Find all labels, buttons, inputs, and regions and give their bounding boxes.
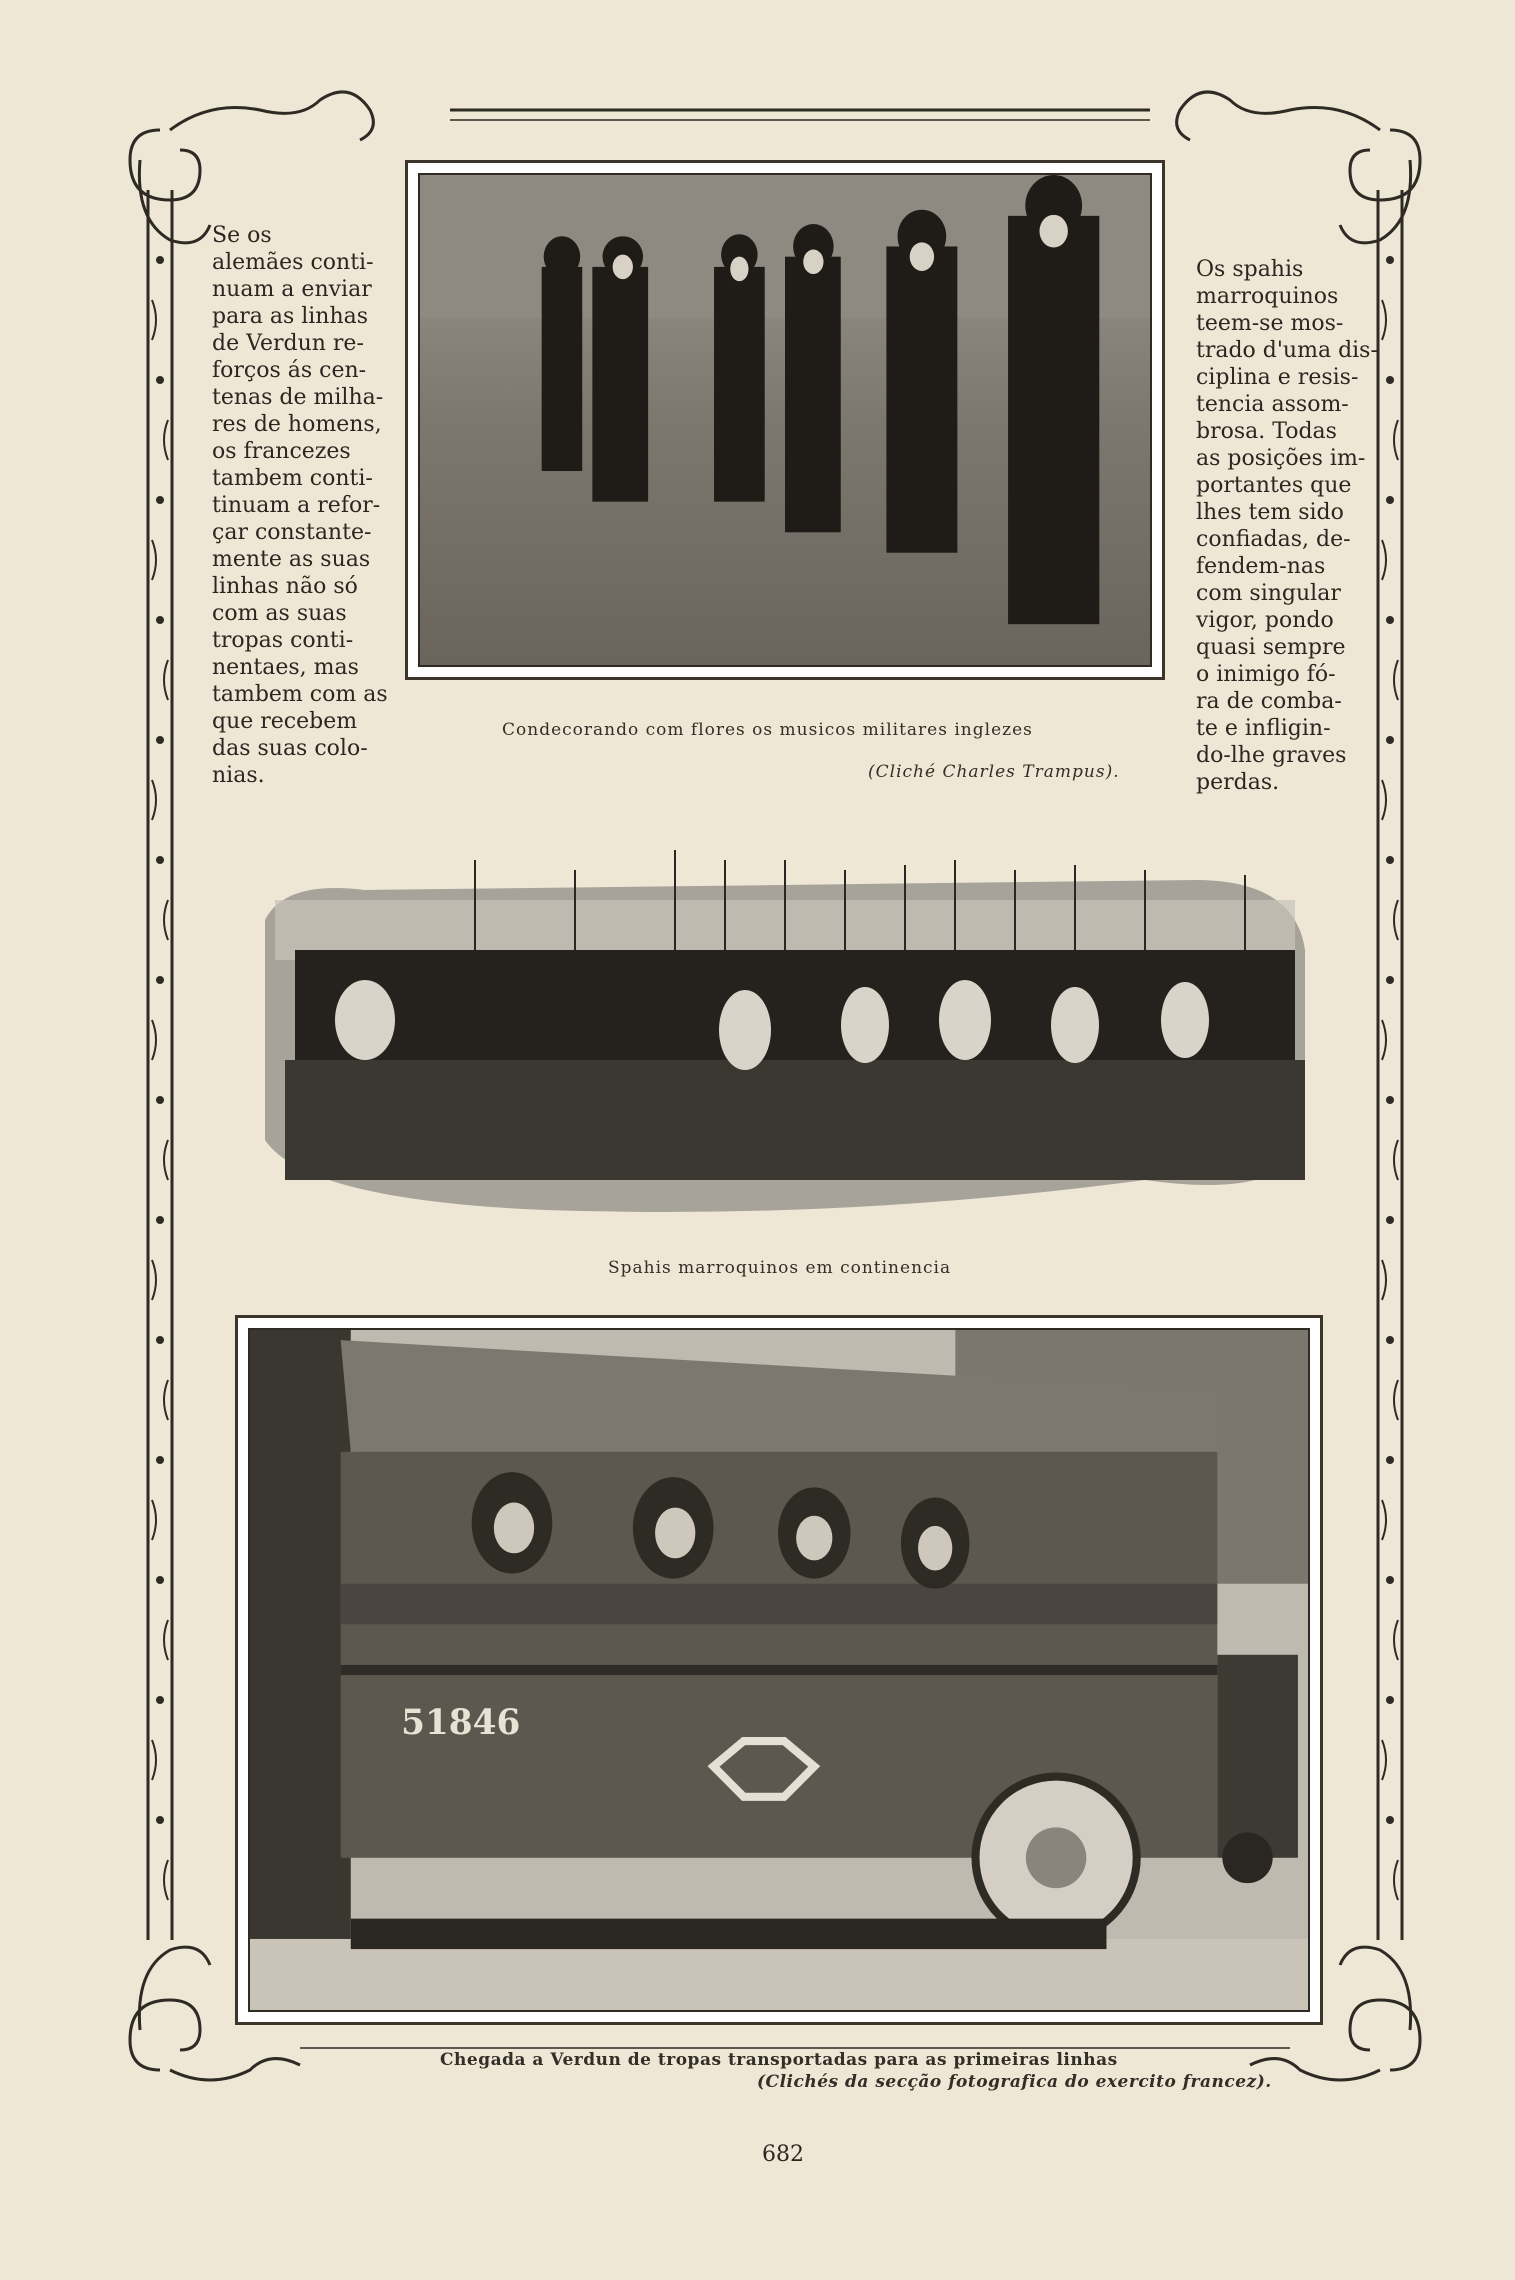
right-line: marroquinos — [1196, 284, 1339, 309]
right-line: do-lhe graves — [1196, 743, 1347, 768]
page-number: 682 — [762, 2142, 804, 2167]
photo3-credit: (Clichés da secção fotografica do exercito francez). — [757, 2072, 1272, 2092]
left-line: tambem com as — [212, 682, 388, 707]
left-line: linhas não só — [212, 574, 358, 599]
left-line: mente as suas — [212, 547, 371, 572]
right-line: portantes que — [1196, 473, 1352, 498]
right-line: brosa. Todas — [1196, 419, 1337, 444]
right-line: as posições im- — [1196, 446, 1366, 471]
photo-cavalry — [245, 840, 1315, 1220]
right-line: te e infligin- — [1196, 716, 1331, 741]
right-line: tencia assom- — [1196, 392, 1349, 417]
left-line: tambem conti- — [212, 466, 373, 491]
left-line: os francezes — [212, 439, 351, 464]
left-line: tropas conti- — [212, 628, 354, 653]
left-line: das suas colo- — [212, 736, 368, 761]
right-line: ciplina e resis- — [1196, 365, 1359, 390]
left-line: de Verdun re- — [212, 331, 364, 356]
right-line: Os spahis — [1196, 257, 1304, 282]
photo1-credit: (Cliché Charles Trampus). — [868, 762, 1120, 782]
photo-truck — [235, 1315, 1323, 2025]
photo-musicians — [405, 160, 1165, 680]
musicians-image — [420, 175, 1150, 665]
right-line: trado d'uma dis- — [1196, 338, 1378, 363]
right-line: o inimigo fó- — [1196, 662, 1336, 687]
left-line: nuam a enviar — [212, 277, 372, 302]
left-line: alemães conti- — [212, 250, 374, 275]
truck-number: 51846 — [401, 1702, 521, 1743]
left-line: Se os — [212, 223, 272, 248]
truck-image — [250, 1330, 1308, 2010]
left-line: res de homens, — [212, 412, 382, 437]
right-line: com singular — [1196, 581, 1341, 606]
right-line: fendem-nas — [1196, 554, 1326, 579]
photo3-caption: Chegada a Verdun de tropas transportadas para as primeiras linhas — [440, 2050, 1118, 2070]
left-line: forços ás cen- — [212, 358, 367, 383]
right-line: lhes tem sido — [1196, 500, 1344, 525]
right-column-text — [1196, 256, 1378, 796]
photo2-caption: Spahis marroquinos em continencia — [608, 1258, 952, 1278]
right-line: perdas. — [1196, 770, 1280, 795]
left-column-text — [212, 222, 388, 789]
right-line: ra de comba- — [1196, 689, 1342, 714]
right-line: quasi sempre — [1196, 635, 1346, 660]
left-line: çar constante- — [212, 520, 372, 545]
photo1-caption: Condecorando com flores os musicos militares inglezes — [502, 720, 1033, 740]
left-line: tenas de milha- — [212, 385, 384, 410]
left-line: tinuam a refor- — [212, 493, 381, 518]
right-line: confiadas, de- — [1196, 527, 1351, 552]
left-line: para as linhas — [212, 304, 369, 329]
left-line: que recebem — [212, 709, 358, 734]
left-line: com as suas — [212, 601, 347, 626]
right-line: teem-se mos- — [1196, 311, 1344, 336]
left-line: nias. — [212, 763, 265, 788]
cavalry-image — [245, 840, 1315, 1220]
right-line: vigor, pondo — [1196, 608, 1334, 633]
left-line: nentaes, mas — [212, 655, 359, 680]
